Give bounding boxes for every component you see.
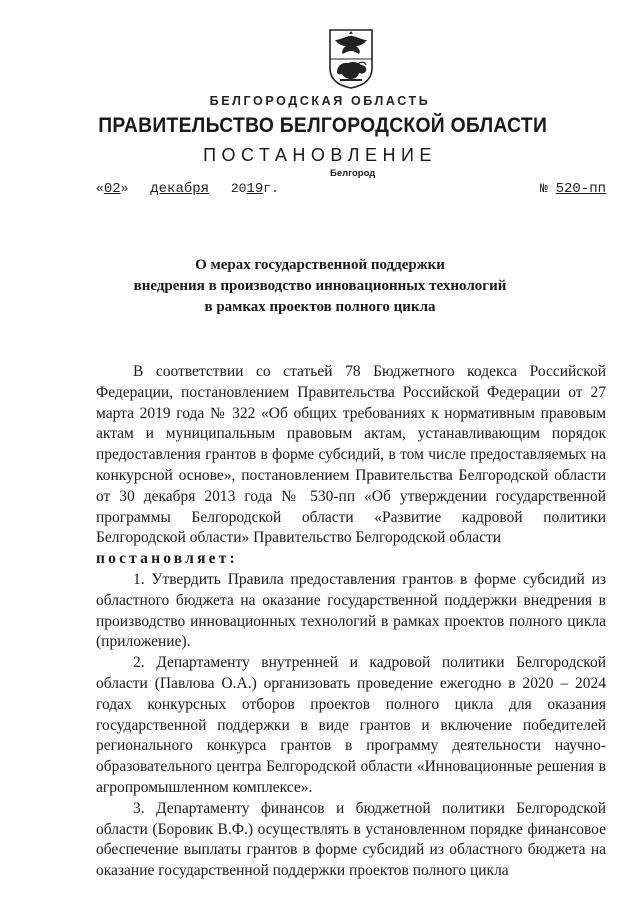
date-year-prefix: 20 [230, 181, 247, 196]
item-3-paragraph: 3. Департаменту финансов и бюджетной политики Белгородской области (Боровик В.Ф.) осуществлять в установленном порядке финансовое обеспечение выплаты грантов в форме субсидий из областного бюджета на оказание государственной поддержки проектов полного цикла [96, 799, 606, 880]
date-month: декабря [150, 181, 210, 197]
date-year-abbr: г. [263, 181, 279, 196]
intro-paragraph: В соответствии со статьей 78 Бюджетного кодекса Российской Федерации, постановлением Правительства Российской Федерации от 27 марта 2019 года № 322 «Об общих требованиях к нормативным правовым актам и муниципальным правовым актам, устанавливающим порядок предоставления грантов в форме субсидий, в том числе предоставляемых на конкурсной основе», постановлением Правительства Белгородской области от 30 декабря 2013 года № 530-пп «Об утверждении государственной программы Белгородской области «Развитие кадровой политики Белгородской области» Правительство Белгородской области [96, 363, 606, 547]
title-line-3: в рамках проектов полного цикла [204, 299, 436, 315]
city-name: Белгород [330, 168, 376, 179]
item-2-paragraph: 2. Департаменту внутренней и кадровой политики Белгородской области (Павлова О.А.) организовать проведение ежегодно в 2020 – 2024 годах конкурсных отборов проектов полного цикла для оказания государственной поддержки в виде грантов и включение победителей регионального конкурса грантов в программу деятельности научно-образовательного центра Белгородской области «Инновационные решения в агропромышленном комплексе». [96, 654, 606, 796]
date-open-quote: « [96, 181, 104, 196]
date-year-suffix: 19 [246, 181, 264, 197]
document-type: ПОСТАНОВЛЕНИЕ [203, 145, 437, 165]
document-body [96, 362, 606, 882]
number-value: 520-пп [555, 181, 607, 197]
number-label: № [540, 181, 548, 196]
date-close-quote: » [120, 181, 129, 196]
document-number [540, 181, 606, 197]
title-line-2: внедрения в производство инновационных технологий [133, 278, 507, 294]
belgorod-coat-of-arms-icon [328, 28, 374, 90]
document-date [96, 181, 279, 197]
government-name: ПРАВИТЕЛЬСТВО БЕЛГОРОДСКОЙ ОБЛАСТИ [98, 114, 548, 137]
date-day: 02 [103, 181, 121, 197]
item-1-paragraph: 1. Утвердить Правила предоставления грантов в форме субсидий из областного бюджета на оказание государственной поддержки внедрения в производство инновационных технологий в рамках проектов полного цикла (приложение). [96, 570, 606, 651]
title-line-1: О мерах государственной поддержки [195, 257, 445, 273]
resolve-word: постановляет: [96, 550, 238, 568]
document-title [120, 255, 520, 318]
region-name: БЕЛГОРОДСКАЯ ОБЛАСТЬ [209, 94, 431, 108]
